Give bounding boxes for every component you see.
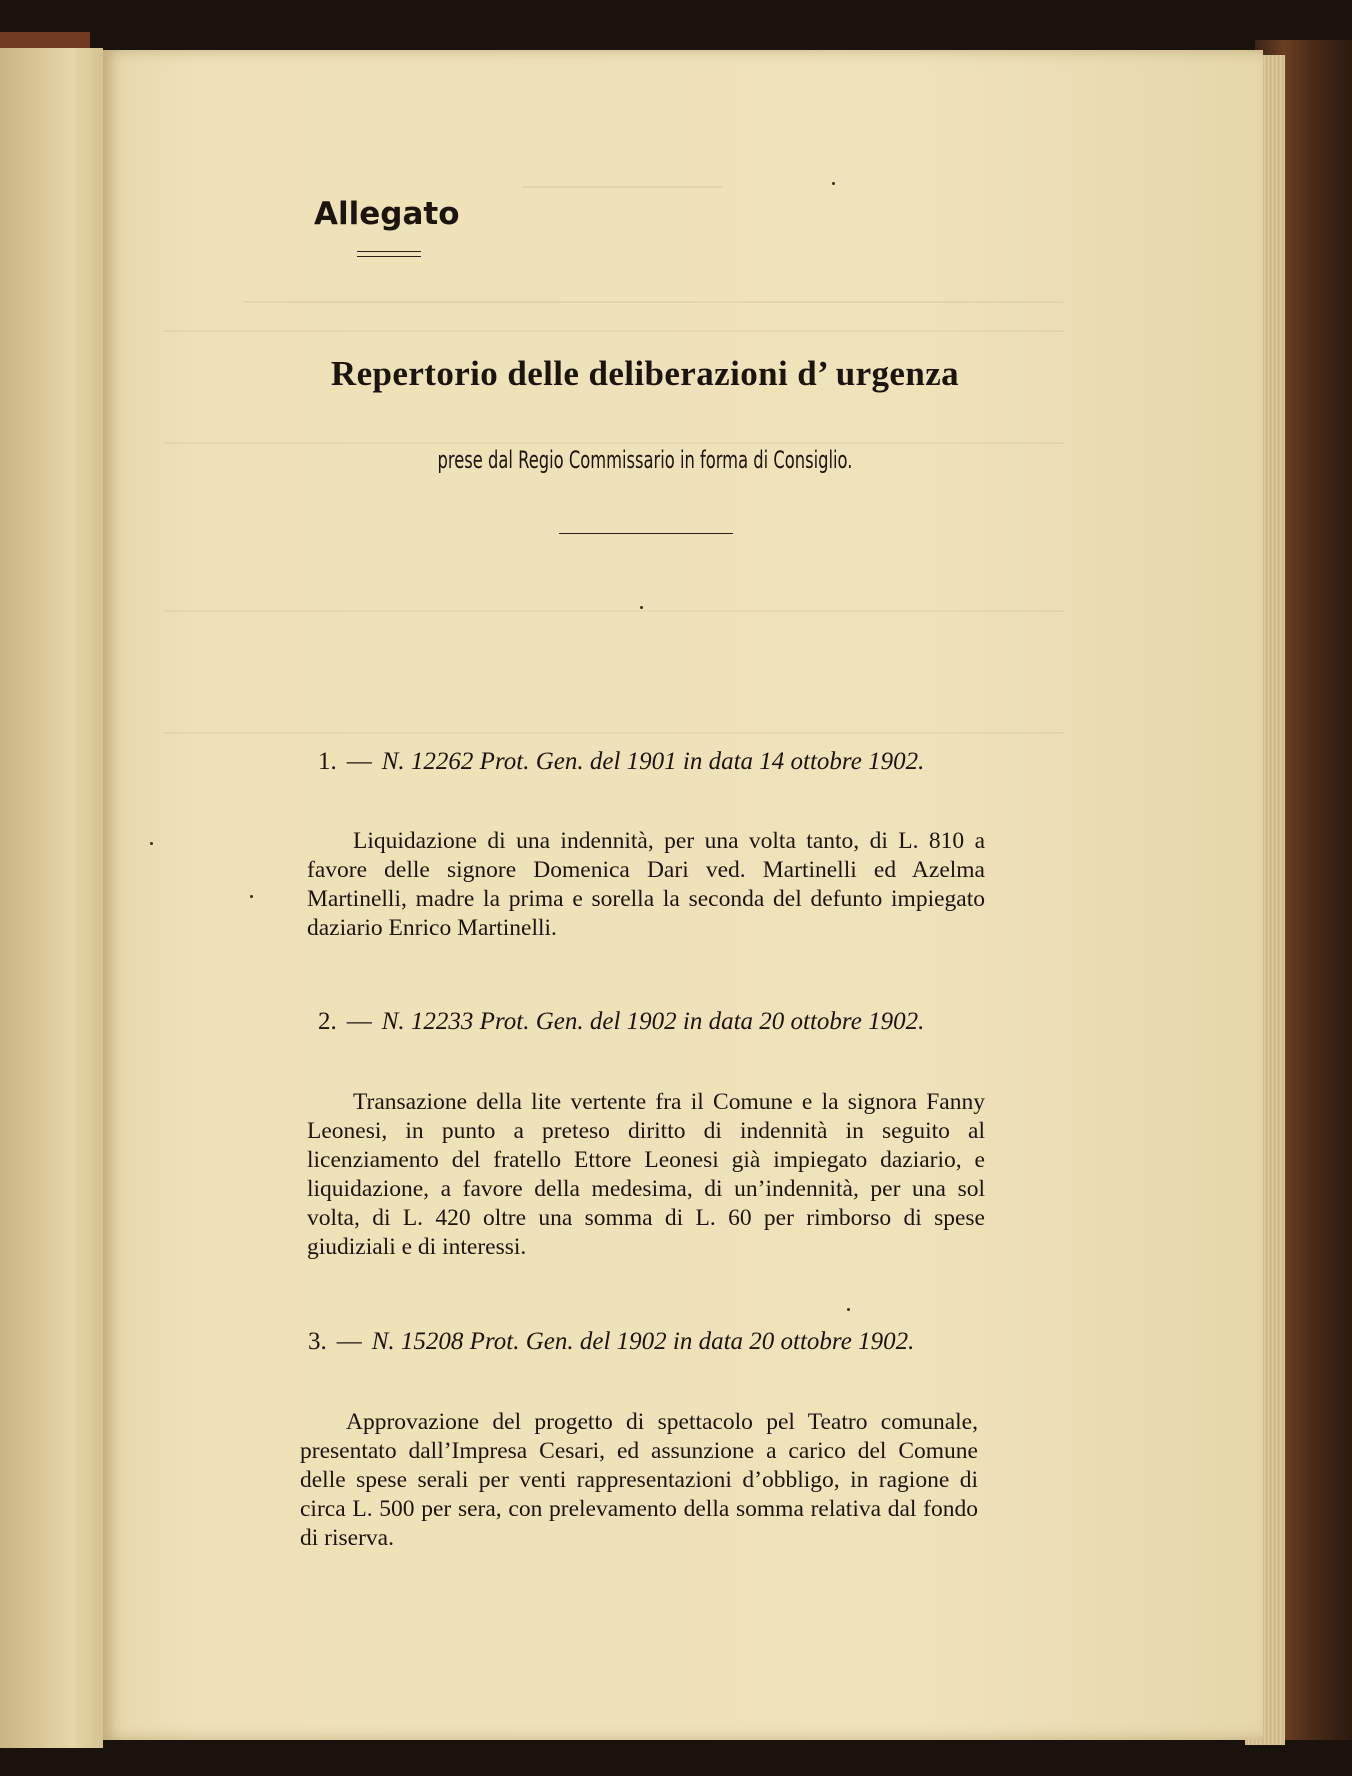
entry-reference: N. 12233 Prot. Gen. del 1902 in data 20 ottobre 1902. [381, 1008, 925, 1035]
previous-page-edge [0, 48, 103, 1748]
entry-heading-2 [318, 1008, 978, 1036]
paper-speck [847, 1308, 850, 1311]
entry-body-1: Liquidazione di una indennità, per una volta tanto, di L. 810 a favore delle signore Domenica Dari ved. Martinelli ed Azelma Martinelli, madre la prima e sorella la seconda del defunto impiegato daziario Enrico Martinelli. [307, 828, 985, 941]
paper-speck [832, 182, 835, 185]
entry-heading-1 [318, 748, 978, 776]
entry-reference: N. 15208 Prot. Gen. del 1902 in data 20 ottobre 1902. [371, 1328, 915, 1355]
allegato-label: Allegato [314, 196, 460, 232]
entry-dash: — [346, 1008, 372, 1035]
entry-body-3: Approvazione del progetto di spettacolo pel Teatro comunale, presentato dall’Impresa Cesari, ed assunzione a carico del Comune delle spese serali per venti rappresentazioni d’obbligo, in ragione di circa L. 500 per sera, con prelevamento della somma relativa dal fondo di riserva. [300, 1409, 978, 1551]
page-title-text: Repertorio delle deliberazioni d’ urgenza [330, 354, 960, 393]
section-rule [559, 533, 733, 534]
show-through-mark [243, 265, 1063, 303]
show-through-mark [523, 150, 723, 188]
entry-number: 1. [318, 748, 337, 775]
entry-body-2: Transazione della lite vertente fra il Comune e la signora Fanny Leonesi, in punto a preteso diritto di indennità in seguito al licenziamento del fratello Ettore Leonesi già impiegato daziario, e liquidazione, a favore della medesima, di un’indennità, per una sol volta, di L. 420 oltre una somma di L. 60 per rimborso di spese giudiziali e di interessi. [307, 1089, 985, 1260]
paper-speck [250, 895, 253, 898]
page-title [0, 354, 1290, 394]
paper-speck [150, 842, 153, 845]
double-rule [357, 251, 421, 257]
entry-heading-3 [308, 1328, 968, 1356]
paper-speck [640, 606, 643, 609]
show-through-mark [163, 610, 1063, 734]
entry-dash: — [346, 748, 372, 775]
page-subtitle: prese dal Regio Commissario in forma di Consiglio. [437, 446, 853, 474]
entry-number: 3. [308, 1328, 327, 1355]
entry-dash: — [336, 1328, 362, 1355]
entry-number: 2. [318, 1008, 337, 1035]
entry-reference: N. 12262 Prot. Gen. del 1901 in data 14 ottobre 1902. [381, 748, 925, 775]
